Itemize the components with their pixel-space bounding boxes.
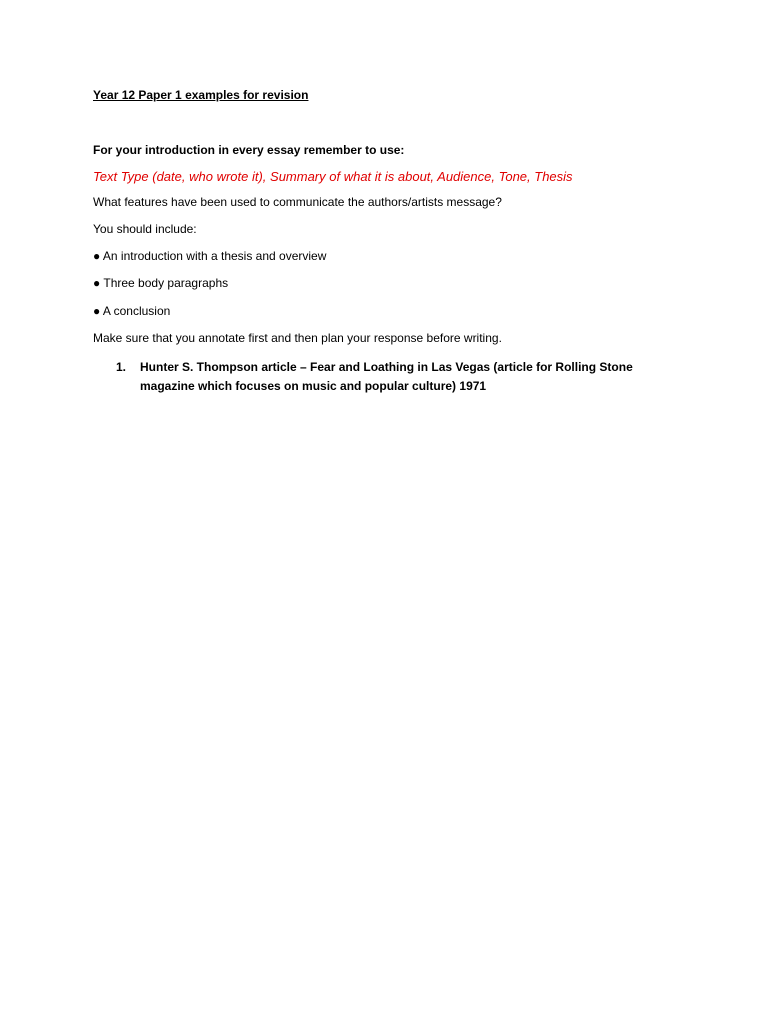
annotate-note: Make sure that you annotate first and then plan your response before writing.: [93, 331, 502, 345]
numbered-list-item: [116, 358, 636, 396]
list-item-text: Hunter S. Thompson article – Fear and Loathing in Las Vegas (article for Rolling Stone magazine which focuses on music and popular culture) 1971: [140, 360, 633, 393]
bullet-item: ● An introduction with a thesis and overview: [93, 249, 327, 263]
include-heading: You should include:: [93, 222, 197, 236]
bullet-item: ● Three body paragraphs: [93, 276, 229, 290]
document-title: Year 12 Paper 1 examples for revision: [93, 88, 309, 102]
intro-heading: For your introduction in every essay remember to use:: [93, 143, 405, 157]
list-number: 1.: [116, 360, 127, 374]
bullet-item: ● A conclusion: [93, 304, 171, 318]
intro-formula: Text Type (date, who wrote it), Summary of what it is about, Audience, Tone, Thesis: [93, 169, 573, 184]
question-text: What features have been used to communicate the authors/artists message?: [93, 195, 502, 209]
